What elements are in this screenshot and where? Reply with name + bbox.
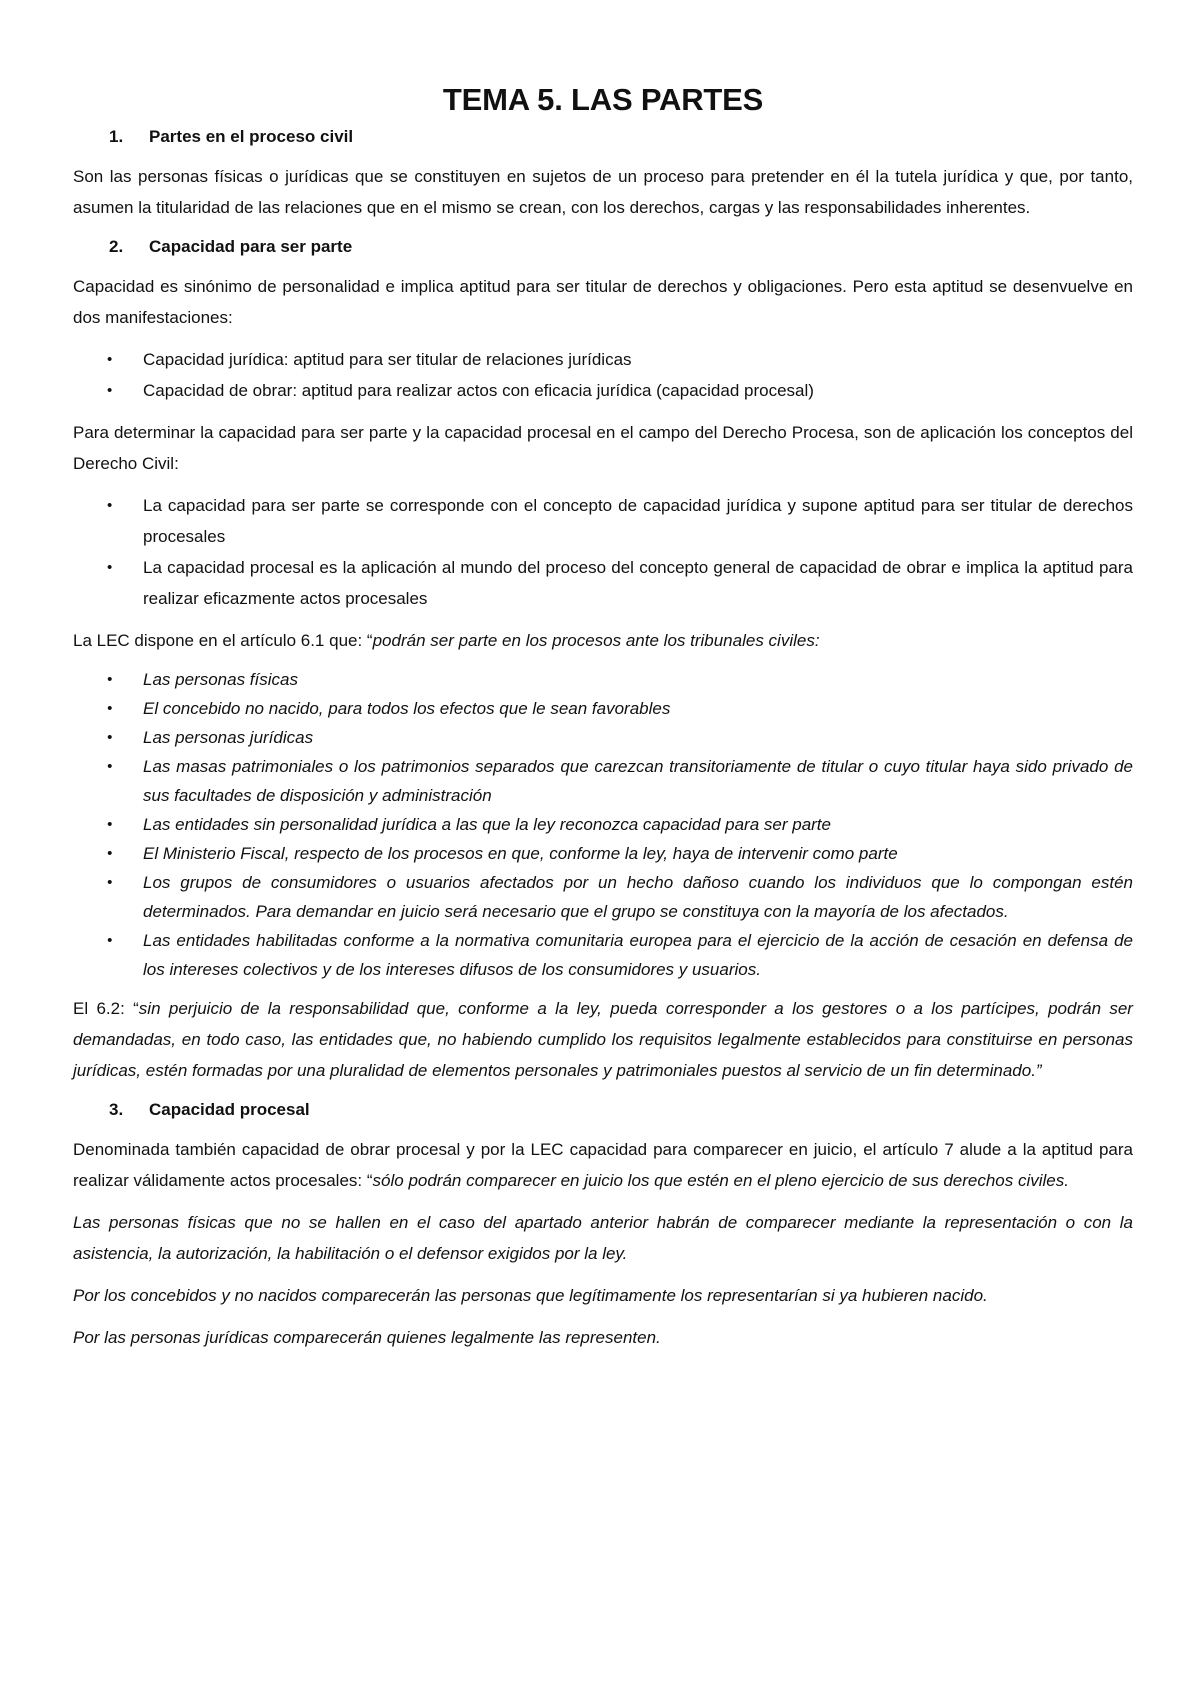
- bullet-icon: •: [107, 729, 113, 746]
- paragraph-lead: El 6.2: “: [73, 999, 139, 1018]
- document-title: TEMA 5. LAS PARTES: [442, 82, 764, 117]
- list-item: [73, 723, 1133, 752]
- list-item-text: Las entidades habilitadas conforme a la normativa comunitaria europea para el ejercicio de la acción de cesación en defensa de los intereses colectivos y de los intereses difusos de los consumidores y usuarios.: [143, 931, 1133, 979]
- bullet-icon: •: [107, 845, 113, 862]
- list-item: [73, 694, 1133, 723]
- section-1-heading: [73, 124, 1133, 150]
- section-3-heading: [73, 1097, 1133, 1123]
- paragraph-lead: La LEC dispone en el artículo 6.1 que: “: [73, 631, 373, 650]
- list-item-text: Capacidad de obrar: aptitud para realizar actos con eficacia jurídica (capacidad procesal): [143, 381, 814, 400]
- list-item-text: La capacidad procesal es la aplicación al mundo del proceso del concepto general de capacidad de obrar e implica la aptitud para realizar eficazmente actos procesales: [143, 558, 1133, 608]
- section-1-paragraph: Son las personas físicas o jurídicas que se constituyen en sujetos de un proceso para pretender en él la tutela jurídica y que, por tanto, asumen la titularidad de las relaciones que en el mismo se crean, con los derechos, cargas y las responsabilidades inherentes.: [73, 167, 1133, 217]
- list-item-text: El Ministerio Fiscal, respecto de los procesos en que, conforme la ley, haya de intervenir como parte: [143, 844, 898, 863]
- paragraph-lead: Denominada también capacidad de obrar procesal y por la LEC capacidad para comparecer en juicio, el artículo 7 alude a la aptitud para realizar válidamente actos procesales: “: [73, 1140, 1133, 1190]
- article-6-1-list: [73, 665, 1133, 984]
- list-item: [73, 665, 1133, 694]
- civil-law-concepts-list: [73, 490, 1133, 614]
- bullet-icon: •: [107, 932, 113, 949]
- list-item-text: Las entidades sin personalidad jurídica a las que la ley reconozca capacidad para ser parte: [143, 815, 831, 834]
- list-item-text: El concebido no nacido, para todos los efectos que le sean favorables: [143, 699, 671, 718]
- section-3-title: Capacidad procesal: [149, 1100, 310, 1119]
- bullet-icon: •: [107, 497, 113, 514]
- document-page: [73, 78, 1133, 1364]
- list-item: [73, 344, 1133, 375]
- section-3-paragraph-1: [73, 1134, 1133, 1196]
- section-1-number: 1.: [109, 127, 124, 146]
- list-item: [73, 810, 1133, 839]
- article-quote: podrán ser parte en los procesos ante los tribunales civiles:: [372, 631, 820, 650]
- article-quote: sin perjuicio de la responsabilidad que, conforme a la ley, pueda corresponder a los gestores o a los partícipes, podrán ser demandadas, en todo caso, las entidades que, no habiendo cumplido los requisitos legalmente establecidos para constituirse en personas jurídicas, estén formadas por una pluralidad de elementos personales y patrimoniales puestos al servicio de un fin determinado.”: [73, 999, 1133, 1080]
- list-item: [73, 839, 1133, 868]
- bullet-icon: •: [107, 671, 113, 688]
- list-item-text: Las personas jurídicas: [143, 728, 314, 747]
- section-1-title: Partes en el proceso civil: [149, 127, 354, 146]
- bullet-icon: •: [107, 758, 113, 775]
- list-item: [73, 375, 1133, 406]
- section-2-paragraph-4: [73, 993, 1133, 1086]
- section-2-heading: [73, 234, 1133, 260]
- list-item: [73, 490, 1133, 552]
- section-3-paragraph-2: Las personas físicas que no se hallen en el caso del apartado anterior habrán de comparecer mediante la representación o con la asistencia, la autorización, la habilitación o el defensor exigidos por la ley.: [73, 1213, 1133, 1263]
- bullet-icon: •: [107, 351, 113, 368]
- section-3-paragraph-4: Por las personas jurídicas comparecerán quienes legalmente las representen.: [73, 1328, 661, 1347]
- section-2-title: Capacidad para ser parte: [149, 237, 353, 256]
- section-2-paragraph-1: Capacidad es sinónimo de personalidad e implica aptitud para ser titular de derechos y obligaciones. Pero esta aptitud se desenvuelve en dos manifestaciones:: [73, 277, 1133, 327]
- bullet-icon: •: [107, 559, 113, 576]
- list-item-text: Capacidad jurídica: aptitud para ser titular de relaciones jurídicas: [143, 350, 632, 369]
- bullet-icon: •: [107, 700, 113, 717]
- capacity-types-list: [73, 344, 1133, 406]
- bullet-icon: •: [107, 874, 113, 891]
- list-item: [73, 552, 1133, 614]
- section-3-paragraph-3: Por los concebidos y no nacidos comparecerán las personas que legítimamente los representarían si ya hubieren nacido.: [73, 1286, 988, 1305]
- list-item-text: Las masas patrimoniales o los patrimonios separados que carezcan transitoriamente de titular o cuyo titular haya sido privado de sus facultades de disposición y administración: [143, 757, 1133, 805]
- list-item: [73, 926, 1133, 984]
- list-item-text: Los grupos de consumidores o usuarios afectados por un hecho dañoso cuando los individuos que lo compongan estén determinados. Para demandar en juicio será necesario que el grupo se constituya con la mayoría de los afectados.: [143, 873, 1133, 921]
- section-2-paragraph-2: Para determinar la capacidad para ser parte y la capacidad procesal en el campo del Derecho Procesa, son de aplicación los conceptos del Derecho Civil:: [73, 423, 1133, 473]
- section-2-paragraph-3: [73, 625, 1133, 656]
- list-item-text: La capacidad para ser parte se corresponde con el concepto de capacidad jurídica y supone aptitud para ser titular de derechos procesales: [143, 496, 1133, 546]
- article-quote: sólo podrán comparecer en juicio los que estén en el pleno ejercicio de sus derechos civiles.: [372, 1171, 1069, 1190]
- list-item-text: Las personas físicas: [143, 670, 298, 689]
- bullet-icon: •: [107, 816, 113, 833]
- bullet-icon: •: [107, 382, 113, 399]
- section-3-number: 3.: [109, 1100, 124, 1119]
- section-2-number: 2.: [109, 237, 124, 256]
- list-item: [73, 868, 1133, 926]
- list-item: [73, 752, 1133, 810]
